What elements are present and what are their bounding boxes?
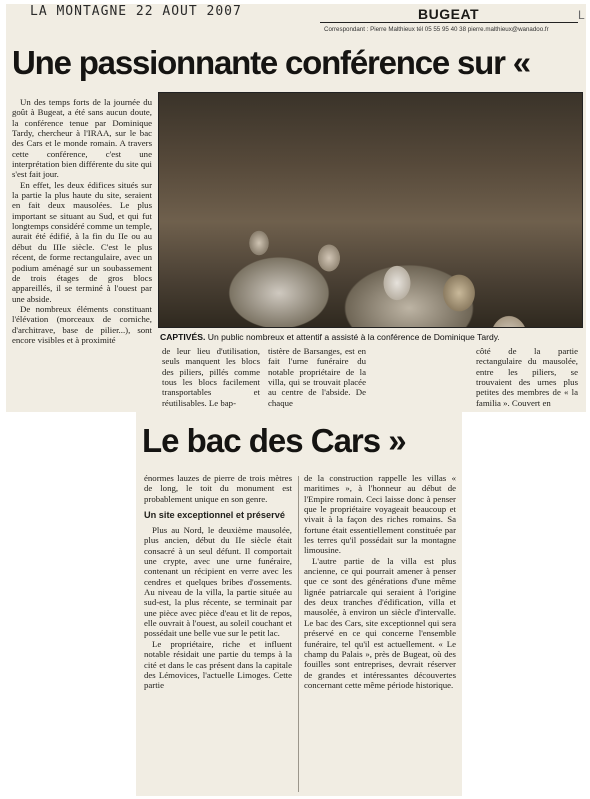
paragraph: de leur lieu d'utilisation, seuls manquent les blocs des piliers, pillés comme tous les blocs facilement transportables et réutilisables. Le bap- xyxy=(162,346,260,408)
article-column-2 xyxy=(162,346,260,408)
article-column-4 xyxy=(476,346,578,408)
paragraph: Le propriétaire, riche et influent notable résidait une partie du temps à la cité et dans le cas présent dans la capitale des Lémovices, l'actuelle Limoges. Cette partie xyxy=(144,638,292,691)
headline: Une passionnante conférence sur « xyxy=(12,44,530,81)
paragraph: Plus au Nord, le deuxième mausolée, plus ancien, début du IIe siècle était consacré à un seul défunt. Il comportait une crypte, avec une urne funéraire, contenant un récipient en verre avec les cendres et quelques bribes d'ossements. Au niveau de la villa, la partie située au sud-est, la plus récente, se terminait par une pièce avec pièce d'eau et lit de repos, elle ouvrait à l'ouest, au soleil couchant et possédait une belle vue sur le petit lac. xyxy=(144,525,292,639)
article-column-5 xyxy=(144,473,292,795)
paragraph: Un des temps forts de la journée du goût à Bugeat, a été sans aucun doute, la conférence tenue par Dominique Tardy, chercheur à l'IRAA, sur le bac des Cars et le monde romain. A travers cette conférence, c'est une interprétation bien différente du site qui s'est fait jour. xyxy=(12,97,152,180)
caption-text: Un public nombreux et attentif a assisté à la conférence de Dominique Tardy. xyxy=(205,332,500,342)
column-divider xyxy=(298,476,299,792)
paragraph: De nombreux éléments constituant l'élévation (morceaux de corniche, d'architrave, base de pilier...), sont encore visibles et à proximité xyxy=(12,303,152,345)
article-column-1 xyxy=(12,97,152,413)
paragraph: de la construction rappelle les villas « maritimes », à l'honneur au début de l'Empire romain. Ceci laisse donc à penser que le propriétaire voyageait beaucoup et vivait à la façon des riches romains. Sa fortune était essentiellement constituée par les terres qu'il possédait sur la montagne limousine. xyxy=(304,473,456,556)
paragraph: L'autre partie de la villa est plus ancienne, ce qui pourrait amener à penser que ce sont des générations d'une même lignée patriarcale qui seraient à l'origine des deux tranches d'édification, villa et mausolée, à environ un siècle d'intervalle. Le bac des Cars, site exceptionnel qui sera préservé en ce qui concerne l'ensemble funéraire, tel qu'il est actuellement. « Le champ du Palais », près de Bugeat, où des fouilles sont entreprises, devrait réserver de grandes et intéressantes découvertes concernant cette même période historique. xyxy=(304,555,456,690)
paragraph: En effet, les deux édifices situés sur la partie la plus haute du site, seraient en fait deux mausolées. Le plus important se situant au Sud, et qui fut longtemps considéré comme un temple, aurait été édifié, à la fin du IIe ou au début du IIIe siècle. C'est le plus récent, de forme rectangulaire, avec un podium aménagé sur un soubassement de trois étages de gros blocs appareillés, il se terminé à l'ouest par une abside. xyxy=(12,179,152,304)
section-name: BUGEAT xyxy=(418,6,480,22)
corner-mark: L xyxy=(578,8,585,22)
paragraph: tistère de Barsanges, est en fait l'urne funéraire du notable propriétaire de la villa, qui se trouvait placée au centre de l'abside. De chaque xyxy=(268,346,366,408)
article-column-3 xyxy=(268,346,366,408)
subheadline: Le bac des Cars » xyxy=(142,422,406,459)
paragraph: énormes lauzes de pierre de trois mètres de long, le toit du monument est probablement unique en son genre. xyxy=(144,473,292,504)
handwritten-date-note: LA MONTAGNE 22 AOUT 2007 xyxy=(30,4,242,19)
article-column-6 xyxy=(304,473,456,795)
caption-label: CAPTIVÉS. xyxy=(160,332,206,342)
correspondent-line: Correspondant : Pierre Malthieux tél 05 55 95 40 38 pierre.malthieux@wanadoo.fr xyxy=(324,26,549,33)
section-heading: Un site exceptionnel et préservé xyxy=(144,510,285,521)
audience-photo xyxy=(158,92,583,328)
masthead-rule xyxy=(320,22,578,23)
paragraph: côté de la partie rectangulaire du mausolée, entre les piliers, se trouvaient des urnes plus petites des membres de « la familia ». Couvert en xyxy=(476,346,578,408)
photo-caption xyxy=(160,332,500,342)
